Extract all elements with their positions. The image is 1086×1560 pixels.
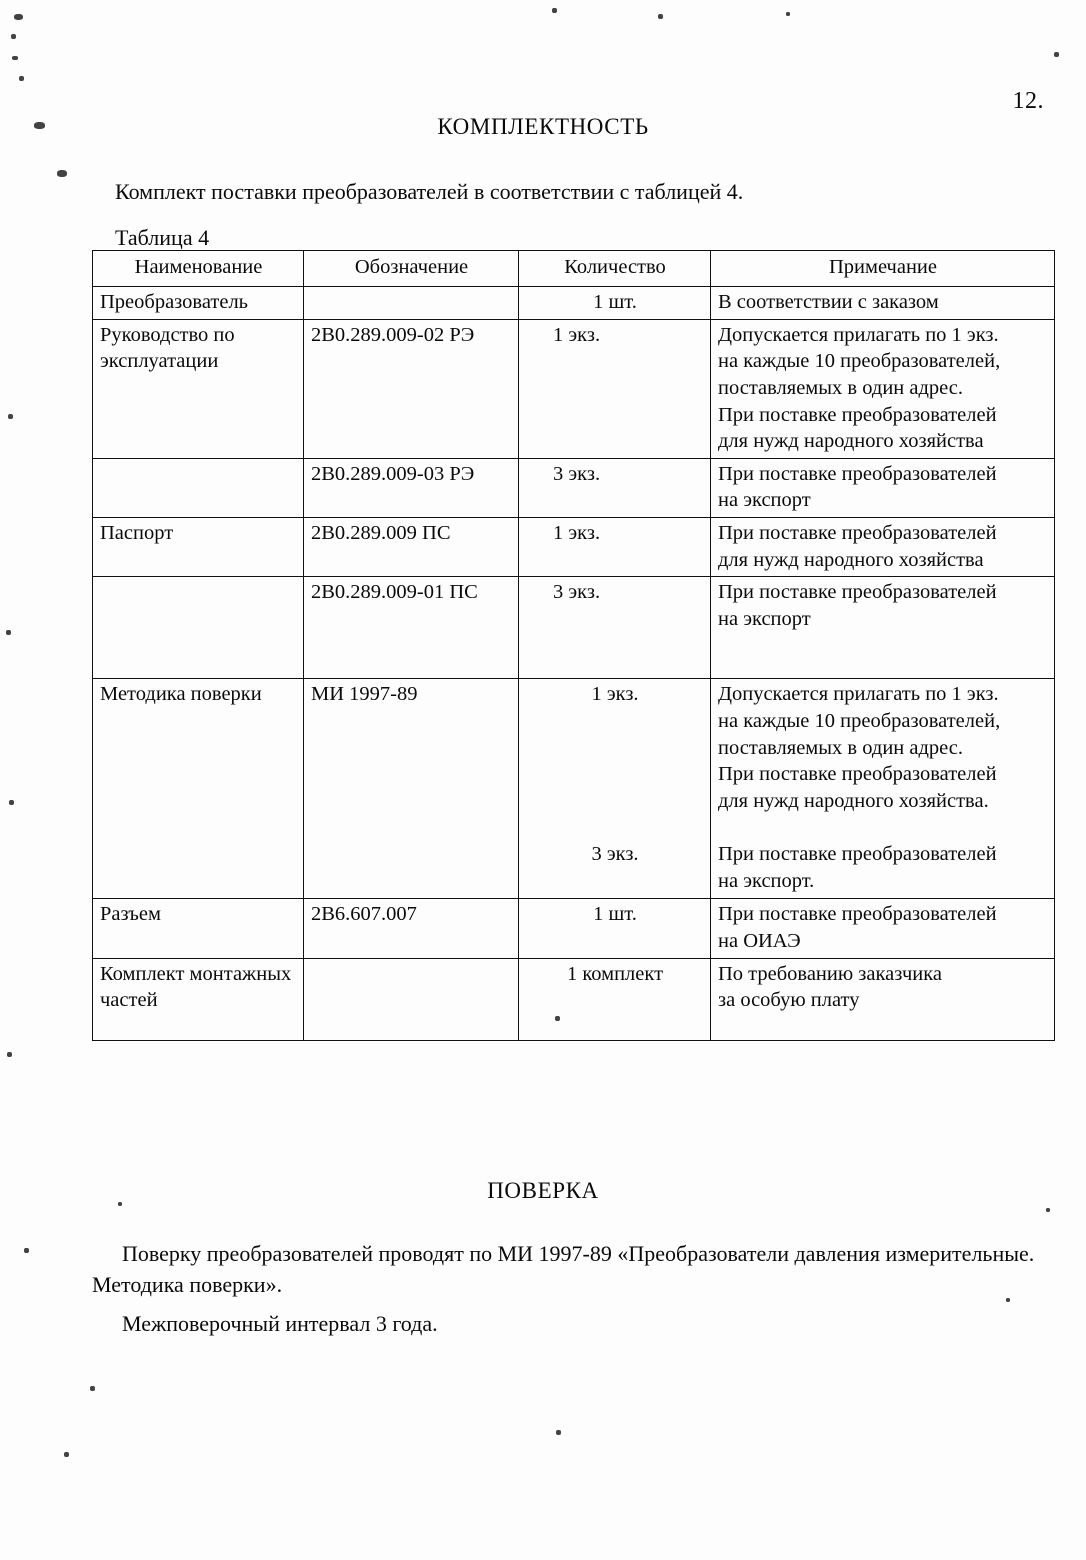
scan-speckle [8,414,13,419]
cell-quantity: 1 комплект [519,958,711,1040]
cell-note [711,899,1055,958]
spacer-line [526,761,704,788]
poverka-paragraph: Поверку преобразователей проводят по МИ 1997-89 «Преобразователи давления измерительные. Методика поверки». [92,1241,1035,1298]
cell-quantity: 1 шт. [519,899,711,958]
note-line: При поставке преобразователей [718,581,997,604]
kit-table-container [92,250,1054,1041]
cell-note [711,577,1055,679]
scan-speckle [7,1052,12,1057]
scan-speckle [64,1452,69,1457]
cell-name: Методика поверки [93,679,304,899]
note-line: на каждые 10 преобразователей, [718,710,1001,733]
spacer-line [526,735,704,762]
table-row [93,679,1055,899]
note-line: на ОИАЭ [718,930,801,953]
note-line: При поставке преобразователей [718,462,997,485]
spacer-line [526,815,704,842]
cell-designation [304,958,519,1040]
cell-designation: 2В0.289.009-03 РЭ [304,458,519,517]
cell-quantity: 1 экз. [519,518,711,577]
note-line: При поставке преобразователей [718,763,997,786]
kit-table-body [93,287,1055,1041]
note-line: Допускается прилагать по 1 экз. [718,323,999,346]
scan-speckle [11,34,16,39]
cell-designation: МИ 1997-89 [304,679,519,899]
table-row [93,577,1055,679]
cell-note [711,679,1055,899]
cell-note [711,458,1055,517]
scan-speckle [19,76,24,81]
section-heading-komplektnost: КОМПЛЕКТНОСТЬ [437,114,649,139]
column-header-name: Наименование [93,251,304,287]
scan-speckle [1054,52,1059,57]
cell-note [711,958,1055,1040]
note-line: По требованию заказчика [718,962,942,985]
table-row [93,319,1055,458]
note-line: для нужд народного хозяйства [718,548,984,571]
cell-quantity [519,679,711,899]
cell-quantity: 3 экз. [519,458,711,517]
note-line: на экспорт [718,489,811,512]
section-heading-poverka: ПОВЕРКА [487,1178,599,1203]
scan-speckle [24,1248,29,1253]
scan-speckle [552,8,557,13]
note-line: поставляемых в один адрес. [718,376,963,399]
cell-note [711,287,1055,320]
cell-name: Разъем [93,899,304,958]
scan-speckle [6,630,11,635]
cell-quantity: 1 экз. [519,319,711,458]
cell-designation [304,287,519,320]
note-line: на каждые 10 преобразователей, [718,350,1001,373]
table-row [93,458,1055,517]
cell-designation: 2В0.289.009-01 ПС [304,577,519,679]
quantity-primary: 1 экз. [591,683,639,706]
cell-designation: 2В0.289.009-02 РЭ [304,319,519,458]
note-line: Допускается прилагать по 1 экз. [718,683,999,706]
scan-speckle [90,1386,95,1391]
column-header-quantity: Количество [519,251,711,287]
note-line: для нужд народного хозяйства [718,430,984,453]
column-header-designation: Обозначение [304,251,519,287]
poverka-interval-paragraph: Межповерочный интервал 3 года. [122,1311,438,1336]
table-row [93,287,1055,320]
table-row [93,958,1055,1040]
cell-note [711,319,1055,458]
quantity-secondary: 3 экз. [591,843,639,866]
scan-speckle [57,170,67,177]
column-header-note: Примечание [711,251,1055,287]
scan-speckle [556,1430,561,1435]
note-line-secondary: на экспорт. [718,869,815,892]
table-header-row [93,251,1055,287]
scan-speckle [12,56,18,60]
spacer-line [526,708,704,735]
cell-quantity: 3 экз. [519,577,711,679]
cell-name [93,577,304,679]
scan-speckle [658,14,663,19]
scan-speckle [14,14,23,20]
note-line: При поставке преобразователей [718,522,997,545]
note-line: на экспорт [718,608,811,631]
note-line: При поставке преобразователей [718,903,997,926]
note-line-secondary: При поставке преобразователей [718,843,997,866]
scan-speckle [786,12,790,16]
table-row [93,518,1055,577]
cell-designation: 2В6.607.007 [304,899,519,958]
note-line: для нужд народного хозяйства. [718,789,989,812]
scan-speckle [1046,1208,1050,1212]
cell-name: Комплект монтажных частей [93,958,304,1040]
scan-speckle [9,800,14,805]
cell-name [93,458,304,517]
table-caption: Таблица 4 [115,225,210,250]
note-line: При поставке преобразователей [718,403,997,426]
cell-name: Преобразователь [93,287,304,320]
page-number: 12. [1012,88,1044,114]
note-line: В соответствии с заказом [718,291,939,313]
note-line: за особую плату [718,989,860,1012]
cell-designation: 2В0.289.009 ПС [304,518,519,577]
spacer-line [526,788,704,815]
table-row [93,899,1055,958]
intro-paragraph: Комплект поставки преобразователей в соответствии с таблицей 4. [115,179,744,204]
cell-note [711,518,1055,577]
cell-name: Паспорт [93,518,304,577]
cell-quantity: 1 шт. [519,287,711,320]
spacer-line [718,815,1048,842]
cell-name: Руководство по эксплуатации [93,319,304,458]
note-line: поставляемых в один адрес. [718,736,963,759]
kit-table [92,250,1055,1041]
